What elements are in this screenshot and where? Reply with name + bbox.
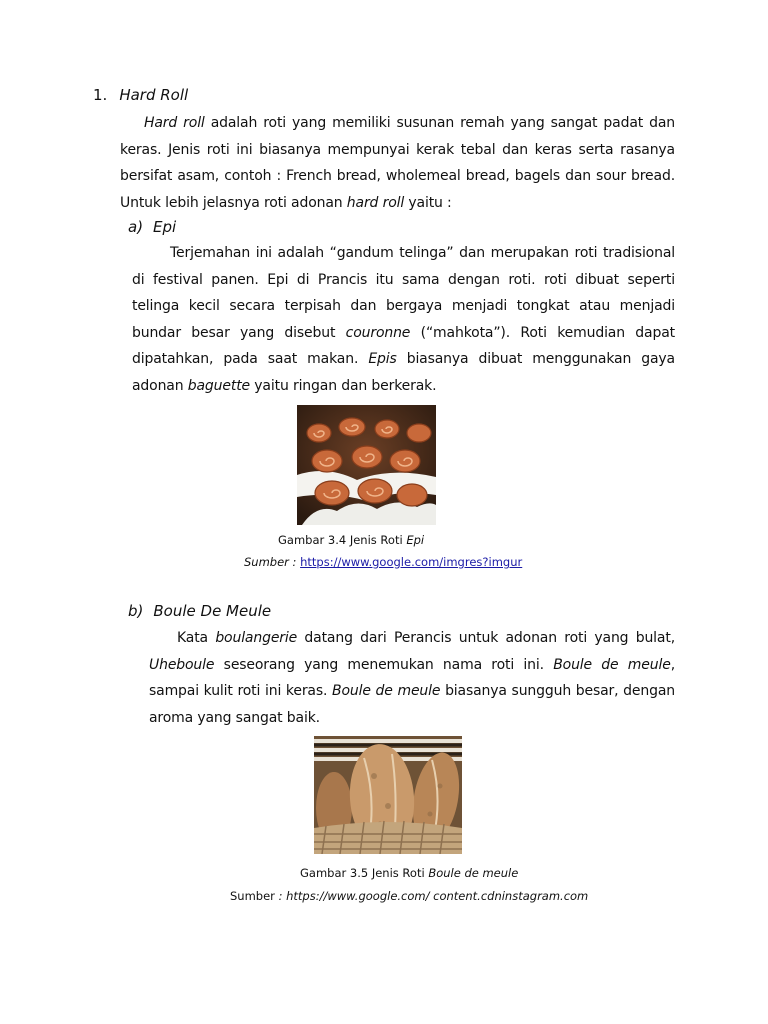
- heading-number: 1.: [93, 86, 108, 104]
- boule-paragraph: Kata boulangerie datang dari Perancis untuk adonan roti yang bulat, Uheboule seseorang yang menemukan nama roti ini. Boule de meule, sampai kulit roti ini keras. Boule de meule biasanya sungguh besar, dengan aroma yang sangat baik.: [149, 630, 675, 726]
- boule-source: Sumber : https://www.google.com/ content.cdninstagram.com: [230, 889, 589, 903]
- subheading-boule: b) Boule De Meule: [128, 602, 272, 620]
- epi-paragraph: Terjemahan ini adalah “gandum telinga” dan merupakan roti tradisional di festival panen. Epi di Prancis itu sama dengan roti. roti dibuat seperti telinga kecil secara terpisah dan bergaya menjadi tongkat atau menjadi bundar besar yang disebut couronne (“mahkota”). Roti kemudian dapat dipatahkan, pada saat makan. Epis biasanya dibuat menggunakan gaya adonan baguette yaitu ringan dan berkerak.: [132, 245, 675, 394]
- epi-source-link[interactable]: https://www.google.com/imgres?imgur: [300, 555, 523, 569]
- intro-term: Hard roll: [144, 115, 205, 131]
- section-heading: [93, 86, 188, 104]
- boule-caption: Gambar 3.5 Jenis Roti Boule de meule: [300, 866, 519, 880]
- subheading-epi: a) Epi: [128, 218, 177, 236]
- heading-title: Hard Roll: [119, 86, 189, 104]
- epi-caption: Gambar 3.4 Jenis Roti Epi: [278, 533, 425, 547]
- intro-paragraph: Hard roll adalah roti yang memiliki susunan remah yang sangat padat dan keras. Jenis roti ini biasanya mempunyai kerak tebal dan keras serta rasanya bersifat asam, contoh : French bread, wholemeal bread, bagels dan sour bread. Untuk lebih jelasnya roti adonan hard roll yaitu :: [120, 115, 676, 211]
- epi-bread-photo: [297, 405, 436, 525]
- epi-source: Sumber : https://www.google.com/imgres?imgur: [244, 555, 523, 569]
- boule-bread-photo: [314, 736, 462, 854]
